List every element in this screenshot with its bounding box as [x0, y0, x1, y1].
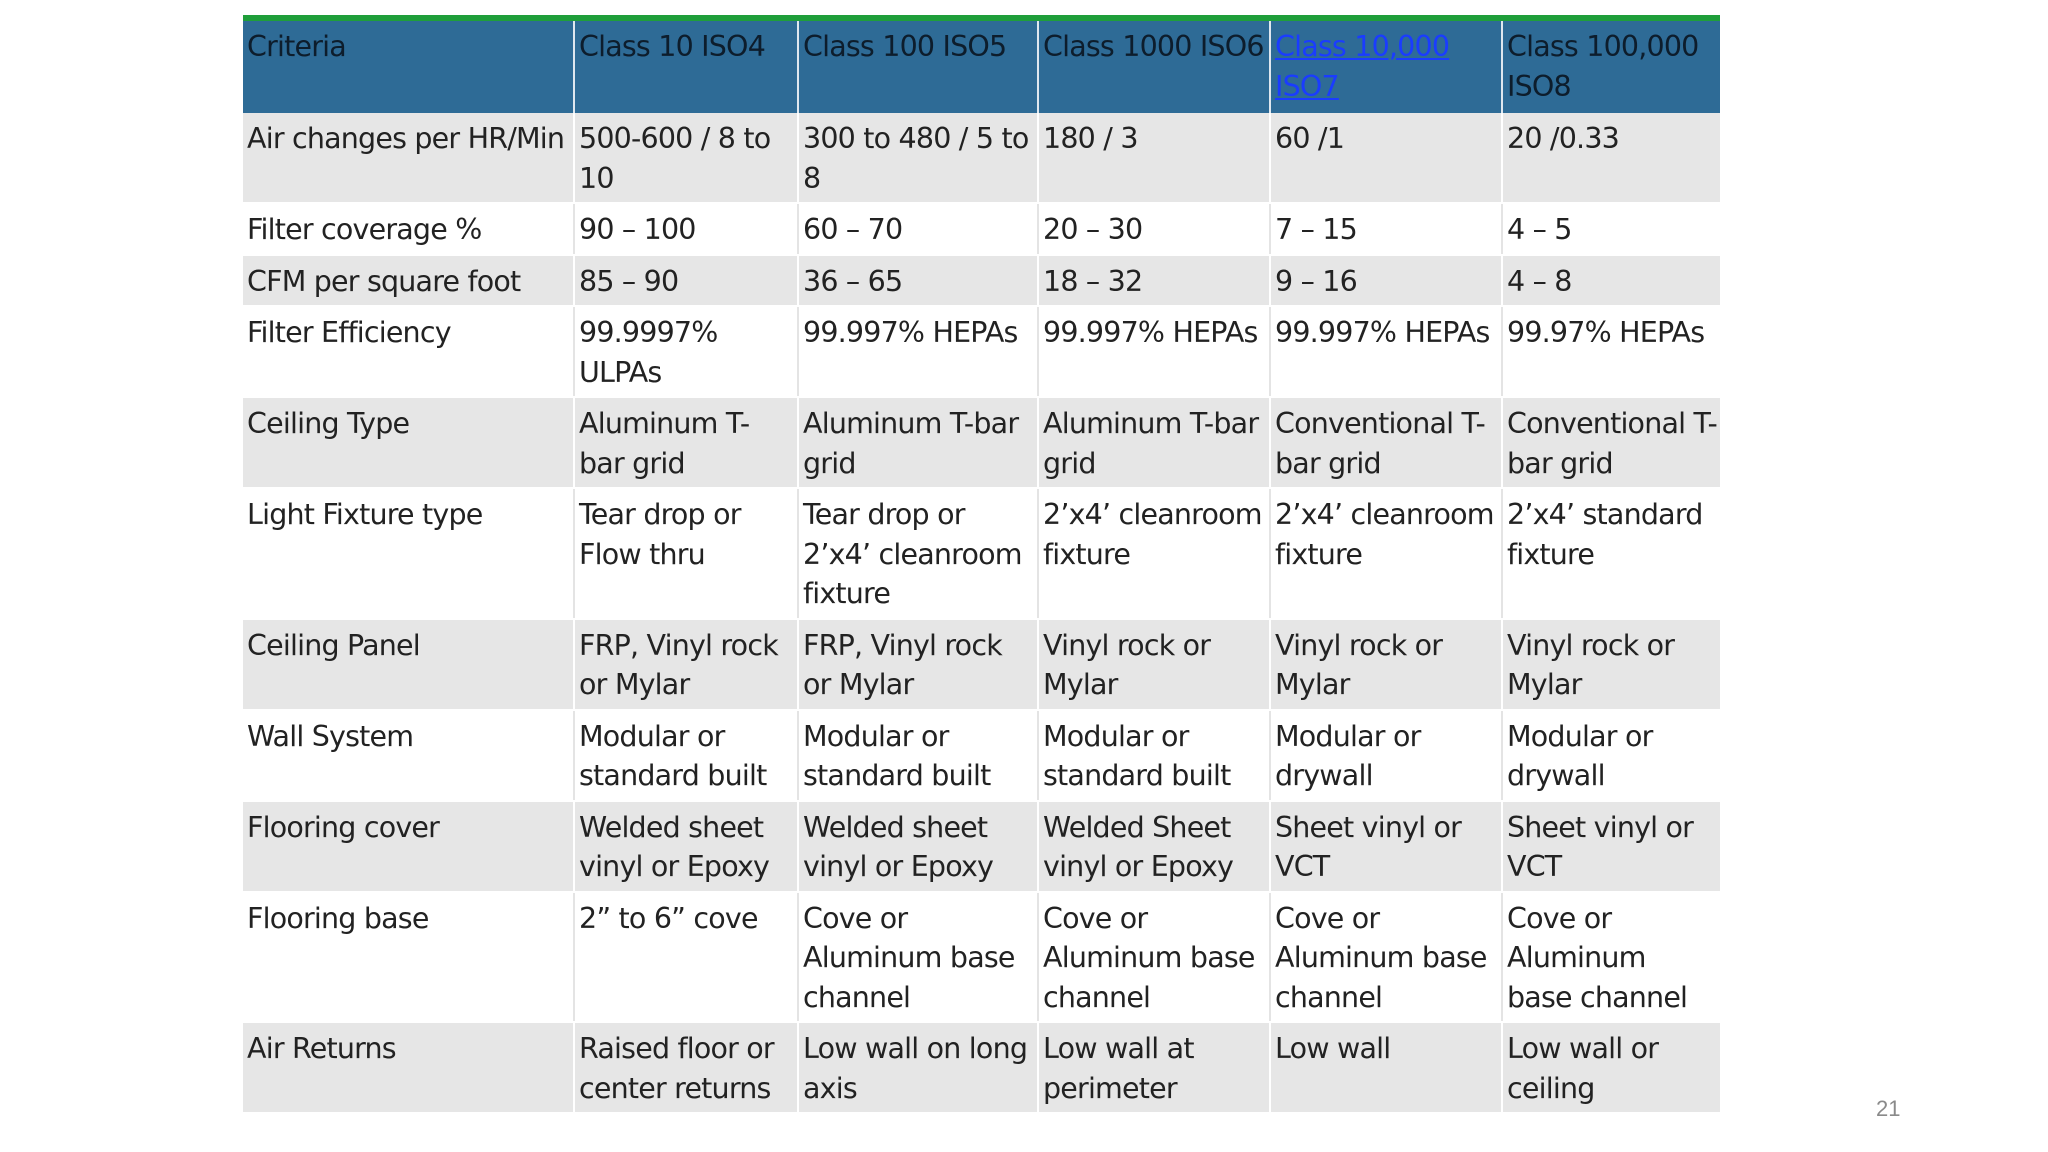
header-class-100-iso5: Class 100 ISO5 — [798, 21, 1038, 113]
table-cell: Welded Sheet vinyl or Epoxy — [1038, 801, 1270, 892]
table-cell: 2” to 6” cove — [574, 892, 798, 1023]
table-cell: Modular or standard built — [1038, 710, 1270, 801]
row-criteria-cell: Air Returns — [243, 1022, 574, 1113]
cleanroom-classification-table — [243, 21, 1720, 1114]
table-row — [243, 397, 1720, 488]
table-header — [243, 21, 1720, 113]
class-10000-iso7-link[interactable]: Class 10,000 ISO7 — [1275, 30, 1450, 103]
table-cell: 99.97% HEPAs — [1502, 306, 1720, 397]
cleanroom-classification-table-container — [243, 15, 1720, 1114]
table-cell: 99.997% HEPAs — [1270, 306, 1502, 397]
row-criteria-cell: Light Fixture type — [243, 488, 574, 619]
table-cell: Aluminum T-bar grid — [798, 397, 1038, 488]
table-cell: Cove or Aluminum base channel — [1270, 892, 1502, 1023]
table-cell: 18 – 32 — [1038, 255, 1270, 307]
table-cell: Vinyl rock or Mylar — [1038, 619, 1270, 710]
table-row — [243, 255, 1720, 307]
row-criteria-cell: Flooring base — [243, 892, 574, 1023]
table-body — [243, 113, 1720, 1113]
table-cell: Sheet vinyl or VCT — [1502, 801, 1720, 892]
table-cell: 85 – 90 — [574, 255, 798, 307]
table-cell: Cove or Aluminum base channel — [798, 892, 1038, 1023]
table-row — [243, 710, 1720, 801]
table-cell: 99.997% HEPAs — [1038, 306, 1270, 397]
table-cell: Welded sheet vinyl or Epoxy — [798, 801, 1038, 892]
table-cell: Aluminum T-bar grid — [1038, 397, 1270, 488]
row-criteria-cell: Ceiling Type — [243, 397, 574, 488]
table-row — [243, 1022, 1720, 1113]
table-cell: Raised floor or center returns — [574, 1022, 798, 1113]
table-cell: 4 – 5 — [1502, 203, 1720, 255]
table-row — [243, 892, 1720, 1023]
table-cell: Welded sheet vinyl or Epoxy — [574, 801, 798, 892]
table-cell: 7 – 15 — [1270, 203, 1502, 255]
page-number: 21 — [1876, 1096, 1901, 1121]
table-cell: 9 – 16 — [1270, 255, 1502, 307]
table-cell: 99.9997% ULPAs — [574, 306, 798, 397]
table-cell: Modular or standard built — [574, 710, 798, 801]
header-class-10000-iso7 — [1270, 21, 1502, 113]
table-cell: 20 – 30 — [1038, 203, 1270, 255]
table-cell: Low wall or ceiling — [1502, 1022, 1720, 1113]
table-cell: Aluminum T-bar grid — [574, 397, 798, 488]
table-cell: Low wall — [1270, 1022, 1502, 1113]
table-row — [243, 488, 1720, 619]
header-class-10-iso4: Class 10 ISO4 — [574, 21, 798, 113]
table-cell: 60 – 70 — [798, 203, 1038, 255]
table-cell: Conventional T-bar grid — [1270, 397, 1502, 488]
header-row — [243, 21, 1720, 113]
row-criteria-cell: Wall System — [243, 710, 574, 801]
table-cell: Modular or drywall — [1502, 710, 1720, 801]
table-cell: Vinyl rock or Mylar — [1502, 619, 1720, 710]
table-cell: FRP, Vinyl rock or Mylar — [798, 619, 1038, 710]
table-cell: Low wall at perimeter — [1038, 1022, 1270, 1113]
table-cell: 2’x4’ cleanroom fixture — [1270, 488, 1502, 619]
table-cell: 90 – 100 — [574, 203, 798, 255]
table-cell: 99.997% HEPAs — [798, 306, 1038, 397]
table-cell: Modular or drywall — [1270, 710, 1502, 801]
table-cell: 4 – 8 — [1502, 255, 1720, 307]
table-cell: 500-600 / 8 to 10 — [574, 113, 798, 203]
table-cell: 180 / 3 — [1038, 113, 1270, 203]
row-criteria-cell: Filter coverage % — [243, 203, 574, 255]
table-cell: Conventional T-bar grid — [1502, 397, 1720, 488]
table-cell: Cove or Aluminum base channel — [1502, 892, 1720, 1023]
table-cell: 60 /1 — [1270, 113, 1502, 203]
header-class-1000-iso6: Class 1000 ISO6 — [1038, 21, 1270, 113]
table-cell: 300 to 480 / 5 to 8 — [798, 113, 1038, 203]
table-cell: 2’x4’ standard fixture — [1502, 488, 1720, 619]
table-cell: Vinyl rock or Mylar — [1270, 619, 1502, 710]
table-cell: Tear drop or Flow thru — [574, 488, 798, 619]
table-cell: Tear drop or 2’x4’ cleanroom fixture — [798, 488, 1038, 619]
table-cell: 2’x4’ cleanroom fixture — [1038, 488, 1270, 619]
row-criteria-cell: Air changes per HR/Min — [243, 113, 574, 203]
table-cell: Sheet vinyl or VCT — [1270, 801, 1502, 892]
table-cell: Low wall on long axis — [798, 1022, 1038, 1113]
row-criteria-cell: CFM per square foot — [243, 255, 574, 307]
table-cell: Cove or Aluminum base channel — [1038, 892, 1270, 1023]
header-criteria: Criteria — [243, 21, 574, 113]
row-criteria-cell: Ceiling Panel — [243, 619, 574, 710]
table-row — [243, 203, 1720, 255]
table-row — [243, 801, 1720, 892]
table-cell: FRP, Vinyl rock or Mylar — [574, 619, 798, 710]
row-criteria-cell: Flooring cover — [243, 801, 574, 892]
row-criteria-cell: Filter Efficiency — [243, 306, 574, 397]
table-row — [243, 619, 1720, 710]
table-row — [243, 113, 1720, 203]
table-cell: Modular or standard built — [798, 710, 1038, 801]
header-class-100000-iso8: Class 100,000 ISO8 — [1502, 21, 1720, 113]
table-cell: 20 /0.33 — [1502, 113, 1720, 203]
table-cell: 36 – 65 — [798, 255, 1038, 307]
table-row — [243, 306, 1720, 397]
